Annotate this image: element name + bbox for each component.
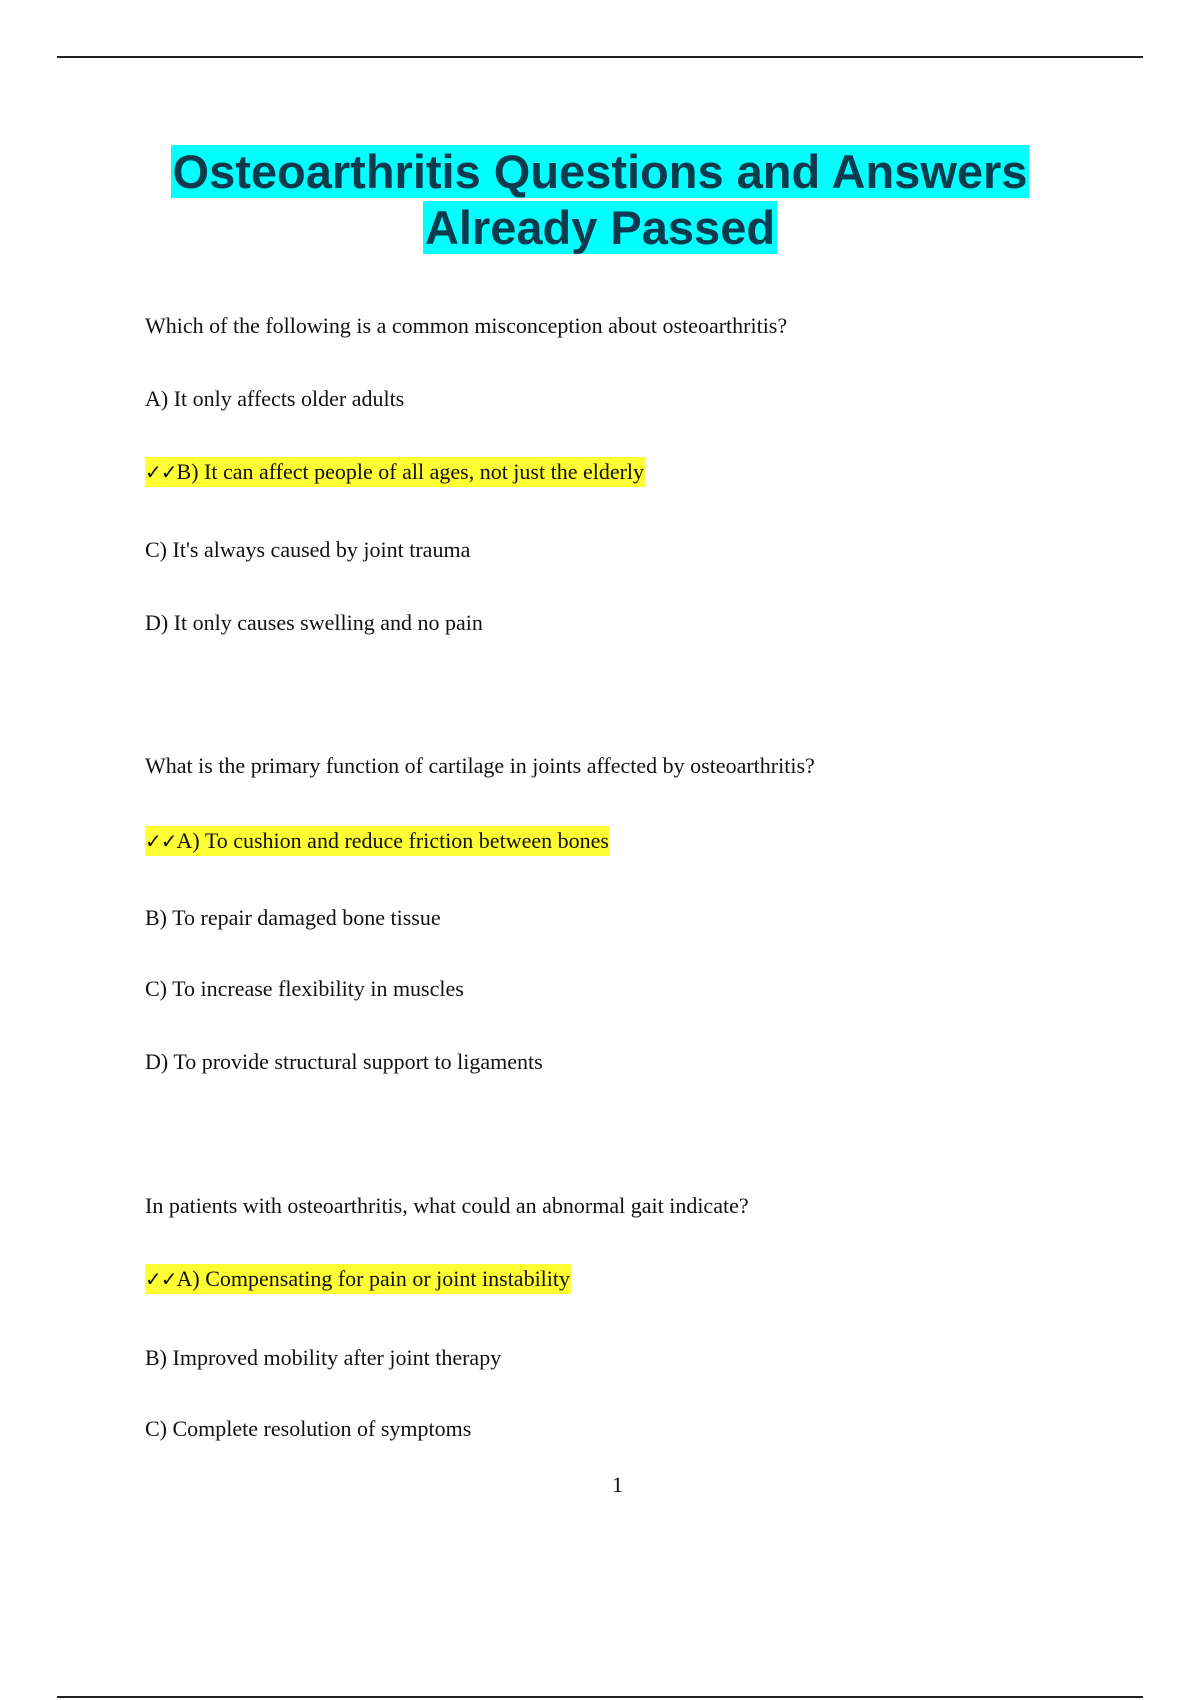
answer-highlight <box>145 457 645 487</box>
title-line-1: Osteoarthritis Questions and Answers <box>172 145 1028 198</box>
question-2-text: What is the primary function of cartilage in joints affected by osteoarthritis? <box>145 753 815 778</box>
title-line-2: Already Passed <box>424 201 776 254</box>
answer-text: B) It can affect people of all ages, not just the elderly <box>176 459 645 484</box>
footer-rule <box>57 1696 1143 1698</box>
check-mark-icon: ✓✓ <box>145 1267 177 1291</box>
question-1-option-a: A) It only affects older adults <box>145 386 405 411</box>
question-1-option-c: C) It's always caused by joint trauma <box>145 537 471 562</box>
question-1-option-b-correct <box>145 457 645 487</box>
question-2-option-a-correct <box>145 826 610 856</box>
answer-highlight <box>145 826 610 856</box>
answer-text: A) Compensating for pain or joint instability <box>176 1266 571 1291</box>
question-1-option-d: D) It only causes swelling and no pain <box>145 610 483 635</box>
page-number: 1 <box>612 1472 623 1497</box>
answer-text: A) To cushion and reduce friction between bones <box>176 828 609 853</box>
answer-highlight <box>145 1264 571 1294</box>
question-2-option-d: D) To provide structural support to ligaments <box>145 1049 543 1074</box>
check-mark-icon: ✓✓ <box>145 829 177 853</box>
question-2-option-b: B) To repair damaged bone tissue <box>145 905 441 930</box>
question-1-text: Which of the following is a common misconception about osteoarthritis? <box>145 313 788 338</box>
question-2-option-c: C) To increase flexibility in muscles <box>145 976 464 1001</box>
question-3-option-c: C) Complete resolution of symptoms <box>145 1416 472 1441</box>
question-3-text: In patients with osteoarthritis, what could an abnormal gait indicate? <box>145 1193 749 1218</box>
question-3-option-a-correct <box>145 1264 571 1294</box>
page-title <box>0 144 1200 256</box>
question-3-option-b: B) Improved mobility after joint therapy <box>145 1345 502 1370</box>
header-rule <box>57 56 1143 58</box>
check-mark-icon: ✓✓ <box>145 460 177 484</box>
